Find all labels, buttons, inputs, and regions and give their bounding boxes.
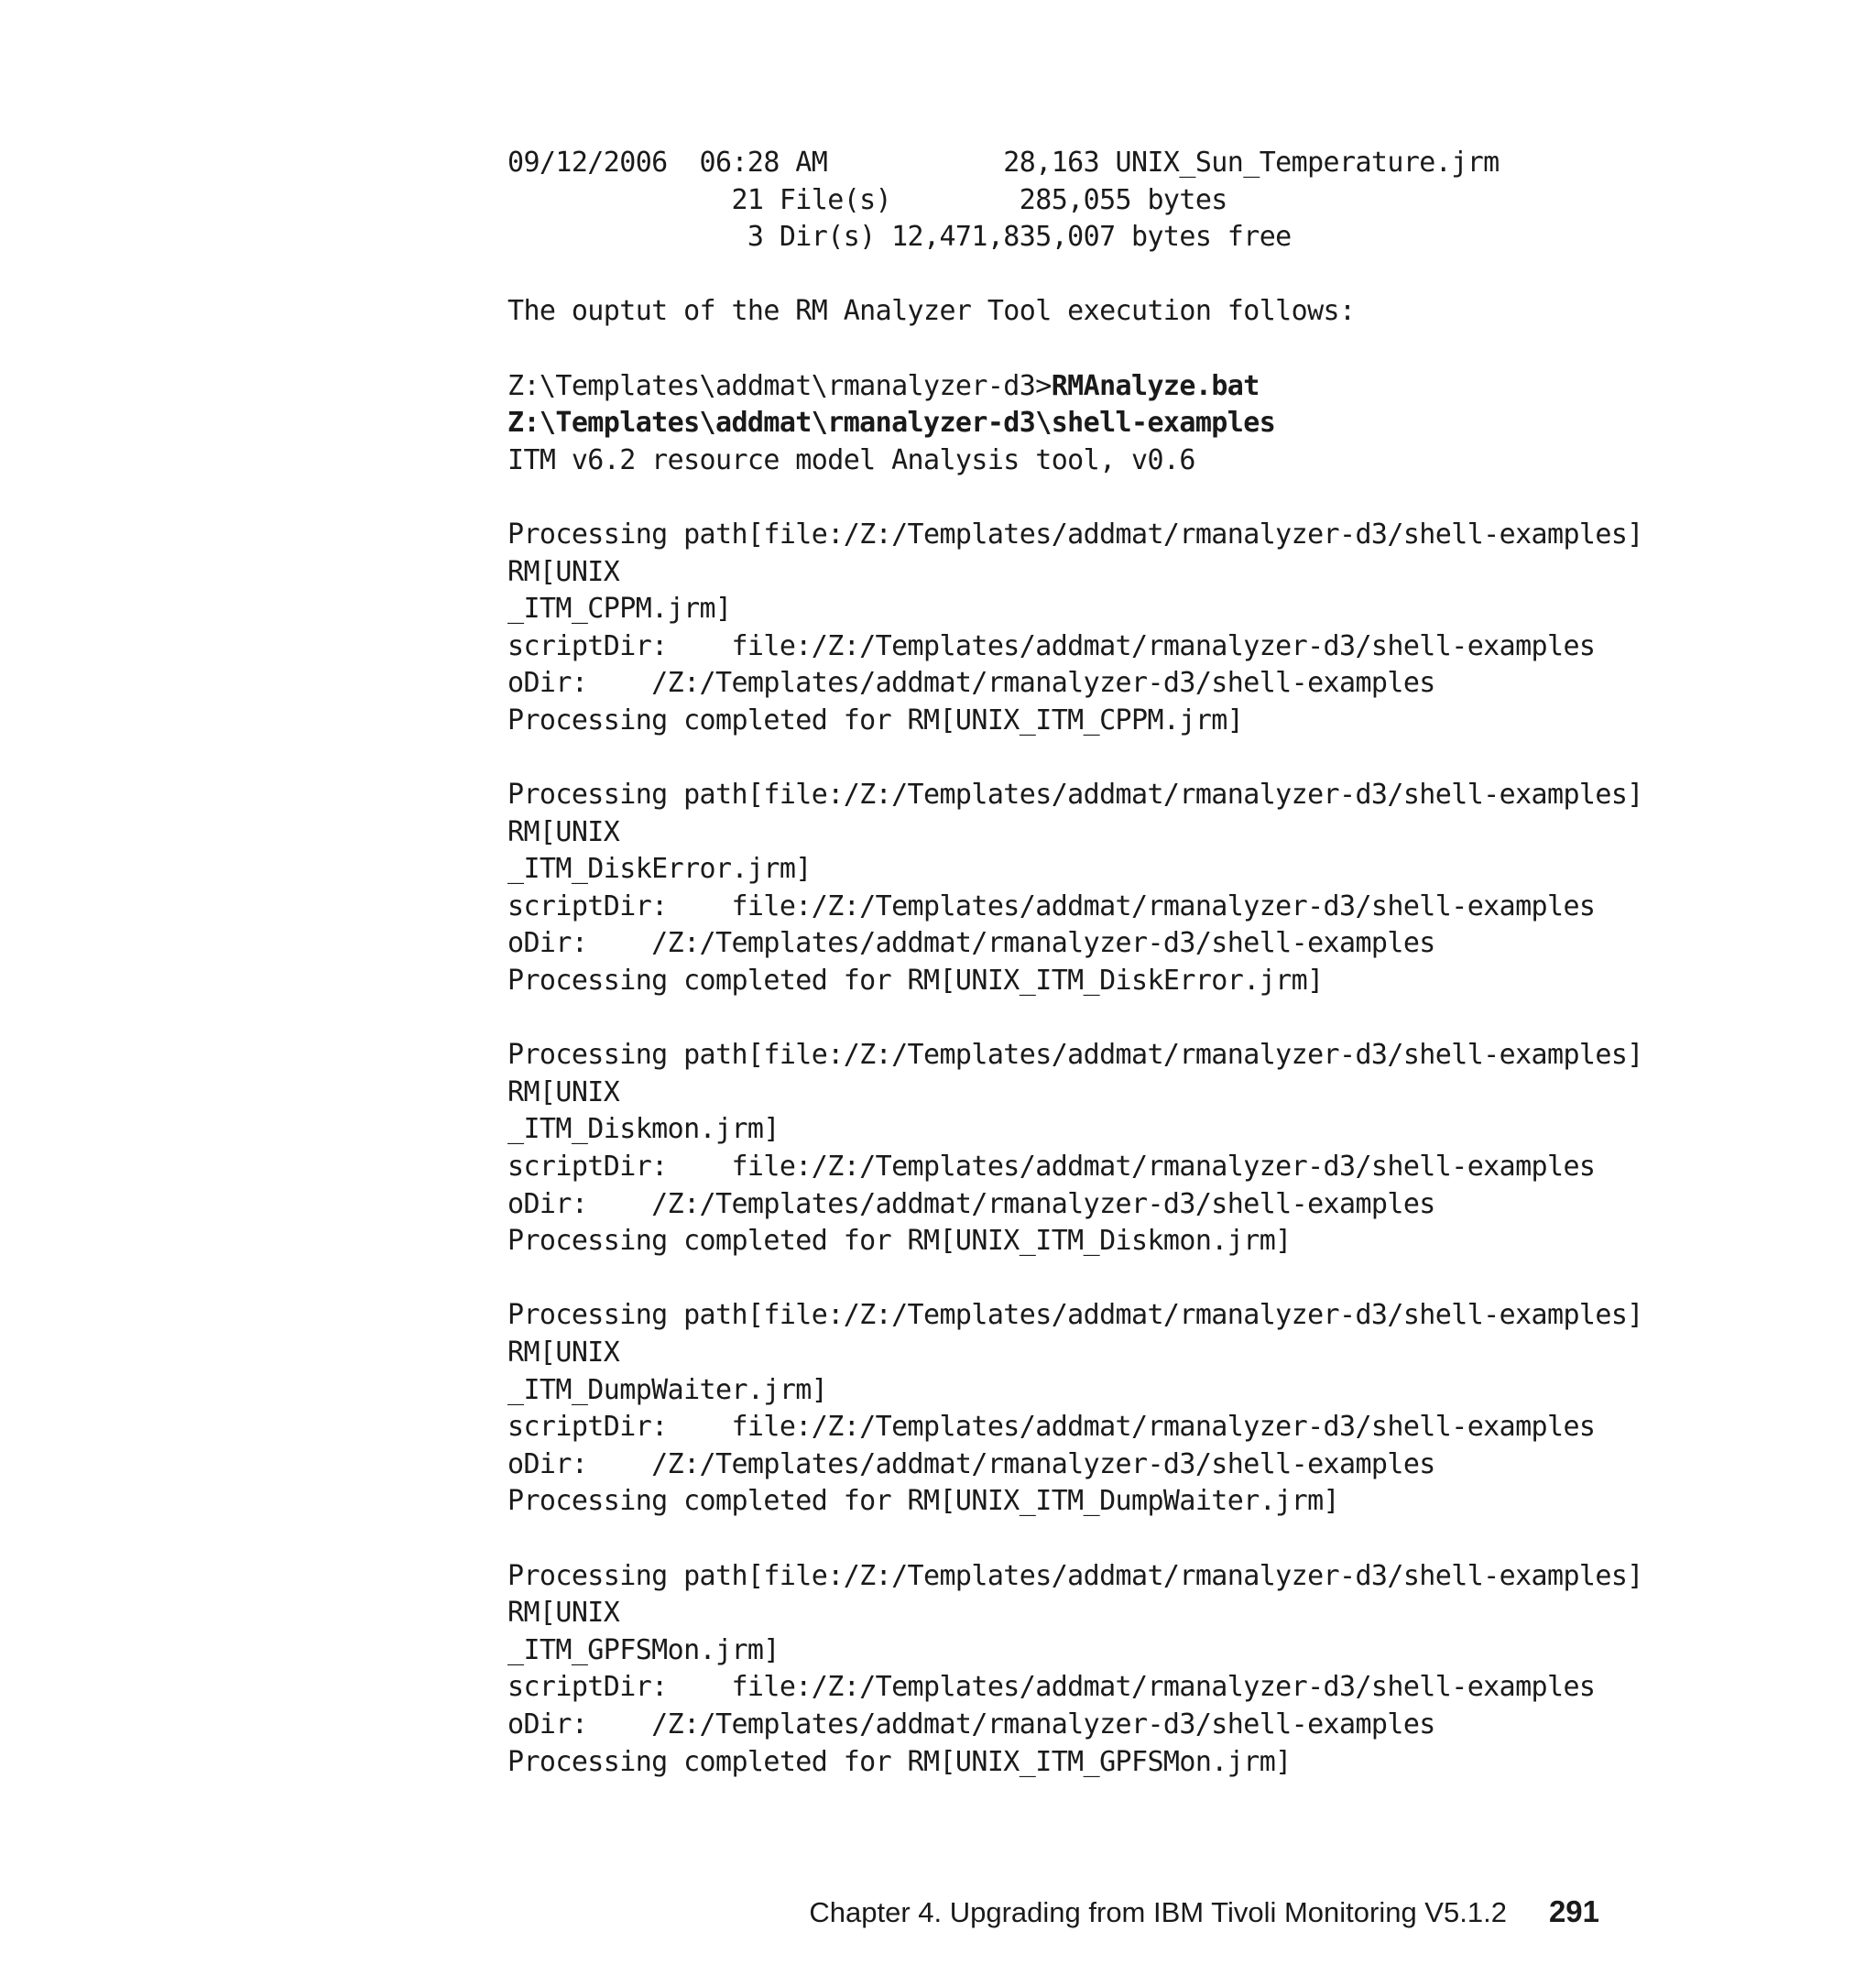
code-line [507, 293, 1652, 331]
code-line-text: _ITM_DiskError.jrm] [507, 853, 812, 886]
code-line [507, 442, 1652, 480]
code-line-text: Processing path[file:/Z:/Templates/addmat/rmanalyzer-d3/shell-examples] [507, 1299, 1643, 1332]
code-line-command: Z:\Templates\addmat\rmanalyzer-d3\shell-examples [507, 407, 1276, 440]
code-line [507, 554, 1652, 592]
code-line [507, 405, 1652, 442]
code-listing [507, 145, 1652, 1781]
code-line [507, 368, 1652, 406]
code-line-text: Processing completed for RM[UNIX_ITM_CPPM.jrm] [507, 704, 1244, 737]
code-line [507, 1186, 1652, 1224]
code-line [507, 1409, 1652, 1446]
code-line-text: scriptDir: file:/Z:/Templates/addmat/rmanalyzer-d3/shell-examples [507, 1151, 1596, 1184]
blank-line [507, 740, 1652, 778]
code-line-text: Processing path[file:/Z:/Templates/addmat/rmanalyzer-d3/shell-examples] [507, 779, 1643, 812]
code-line [507, 1223, 1652, 1260]
code-line [507, 1149, 1652, 1186]
code-line-text: RM[UNIX [507, 1075, 620, 1108]
code-line-text: Z:\Templates\addmat\rmanalyzer-d3> [507, 369, 1052, 402]
code-line-text: RM[UNIX [507, 1337, 620, 1369]
code-line-text: oDir: /Z:/Templates/addmat/rmanalyzer-d3/shell-examples [507, 927, 1435, 960]
code-line [507, 517, 1652, 554]
blank-line [507, 331, 1652, 368]
code-line [507, 703, 1652, 740]
code-line-text: 21 File(s) 285,055 bytes [507, 183, 1227, 216]
code-line-text: _ITM_GPFSMon.jrm] [507, 1633, 780, 1666]
code-line [507, 1335, 1652, 1372]
code-line-text: 3 Dir(s) 12,471,835,007 bytes free [507, 221, 1292, 254]
code-line-text: RM[UNIX [507, 815, 620, 848]
code-line [507, 814, 1652, 852]
code-line [507, 1297, 1652, 1335]
code-line-text: scriptDir: file:/Z:/Templates/addmat/rmanalyzer-d3/shell-examples [507, 1671, 1596, 1704]
code-line-text: Processing path[file:/Z:/Templates/addmat/rmanalyzer-d3/shell-examples] [507, 1039, 1643, 1072]
code-line-text: Processing completed for RM[UNIX_ITM_Diskmon.jrm] [507, 1225, 1292, 1258]
code-line [507, 889, 1652, 926]
code-line-text: oDir: /Z:/Templates/addmat/rmanalyzer-d3/shell-examples [507, 1447, 1435, 1480]
code-line [507, 1075, 1652, 1112]
code-line-text: Processing path[file:/Z:/Templates/addmat/rmanalyzer-d3/shell-examples] [507, 1559, 1643, 1592]
code-line-text: _ITM_DumpWaiter.jrm] [507, 1373, 828, 1406]
code-line [507, 628, 1652, 666]
code-line [507, 1744, 1652, 1782]
code-line [507, 963, 1652, 1000]
code-line [507, 925, 1652, 963]
code-line-text: Processing path[file:/Z:/Templates/addmat/rmanalyzer-d3/shell-examples] [507, 518, 1643, 551]
code-line-text: Processing completed for RM[UNIX_ITM_DiskError.jrm] [507, 965, 1324, 998]
code-line-text: _ITM_CPPM.jrm] [507, 593, 732, 626]
code-line [507, 1558, 1652, 1596]
blank-line [507, 479, 1652, 517]
code-line-text: oDir: /Z:/Templates/addmat/rmanalyzer-d3/shell-examples [507, 667, 1435, 700]
code-line-text: RM[UNIX [507, 1597, 620, 1630]
code-line [507, 1037, 1652, 1075]
code-line [507, 777, 1652, 814]
code-line [507, 1446, 1652, 1484]
code-line-text: oDir: /Z:/Templates/addmat/rmanalyzer-d3/shell-examples [507, 1187, 1435, 1220]
blank-line [507, 1521, 1652, 1558]
code-line-text: 09/12/2006 06:28 AM 28,163 UNIX_Sun_Temperature.jrm [507, 147, 1500, 179]
code-line-text: RM[UNIX [507, 555, 620, 588]
code-line-text: scriptDir: file:/Z:/Templates/addmat/rmanalyzer-d3/shell-examples [507, 629, 1596, 662]
code-line [507, 1111, 1652, 1149]
blank-line [507, 1260, 1652, 1298]
code-line [507, 1669, 1652, 1707]
code-line-text: The ouptut of the RM Analyzer Tool execution follows: [507, 295, 1356, 328]
page-footer [809, 1894, 1599, 1929]
code-line [507, 219, 1652, 256]
code-line-command: RMAnalyze.bat [1051, 369, 1260, 402]
page-number: 291 [1548, 1894, 1599, 1928]
code-line [507, 1595, 1652, 1632]
code-line-text: scriptDir: file:/Z:/Templates/addmat/rmanalyzer-d3/shell-examples [507, 1411, 1596, 1444]
code-line [507, 1707, 1652, 1744]
code-line [507, 182, 1652, 220]
chapter-title: Chapter 4. Upgrading from IBM Tivoli Monitoring V5.1.2 [809, 1896, 1507, 1928]
code-line [507, 591, 1652, 628]
code-line-text: scriptDir: file:/Z:/Templates/addmat/rmanalyzer-d3/shell-examples [507, 889, 1596, 922]
code-line [507, 1483, 1652, 1521]
code-line-text: Processing completed for RM[UNIX_ITM_GPFSMon.jrm] [507, 1745, 1292, 1778]
code-line-text: _ITM_Diskmon.jrm] [507, 1113, 780, 1146]
code-line-text: ITM v6.2 resource model Analysis tool, v0.6 [507, 443, 1195, 476]
code-line [507, 1372, 1652, 1410]
code-line-text: Processing completed for RM[UNIX_ITM_DumpWaiter.jrm] [507, 1485, 1339, 1518]
code-line [507, 145, 1652, 182]
code-line [507, 665, 1652, 703]
code-line-text: oDir: /Z:/Templates/addmat/rmanalyzer-d3/shell-examples [507, 1708, 1435, 1740]
code-line [507, 1632, 1652, 1670]
blank-line [507, 1000, 1652, 1038]
blank-line [507, 256, 1652, 294]
code-line [507, 851, 1652, 889]
